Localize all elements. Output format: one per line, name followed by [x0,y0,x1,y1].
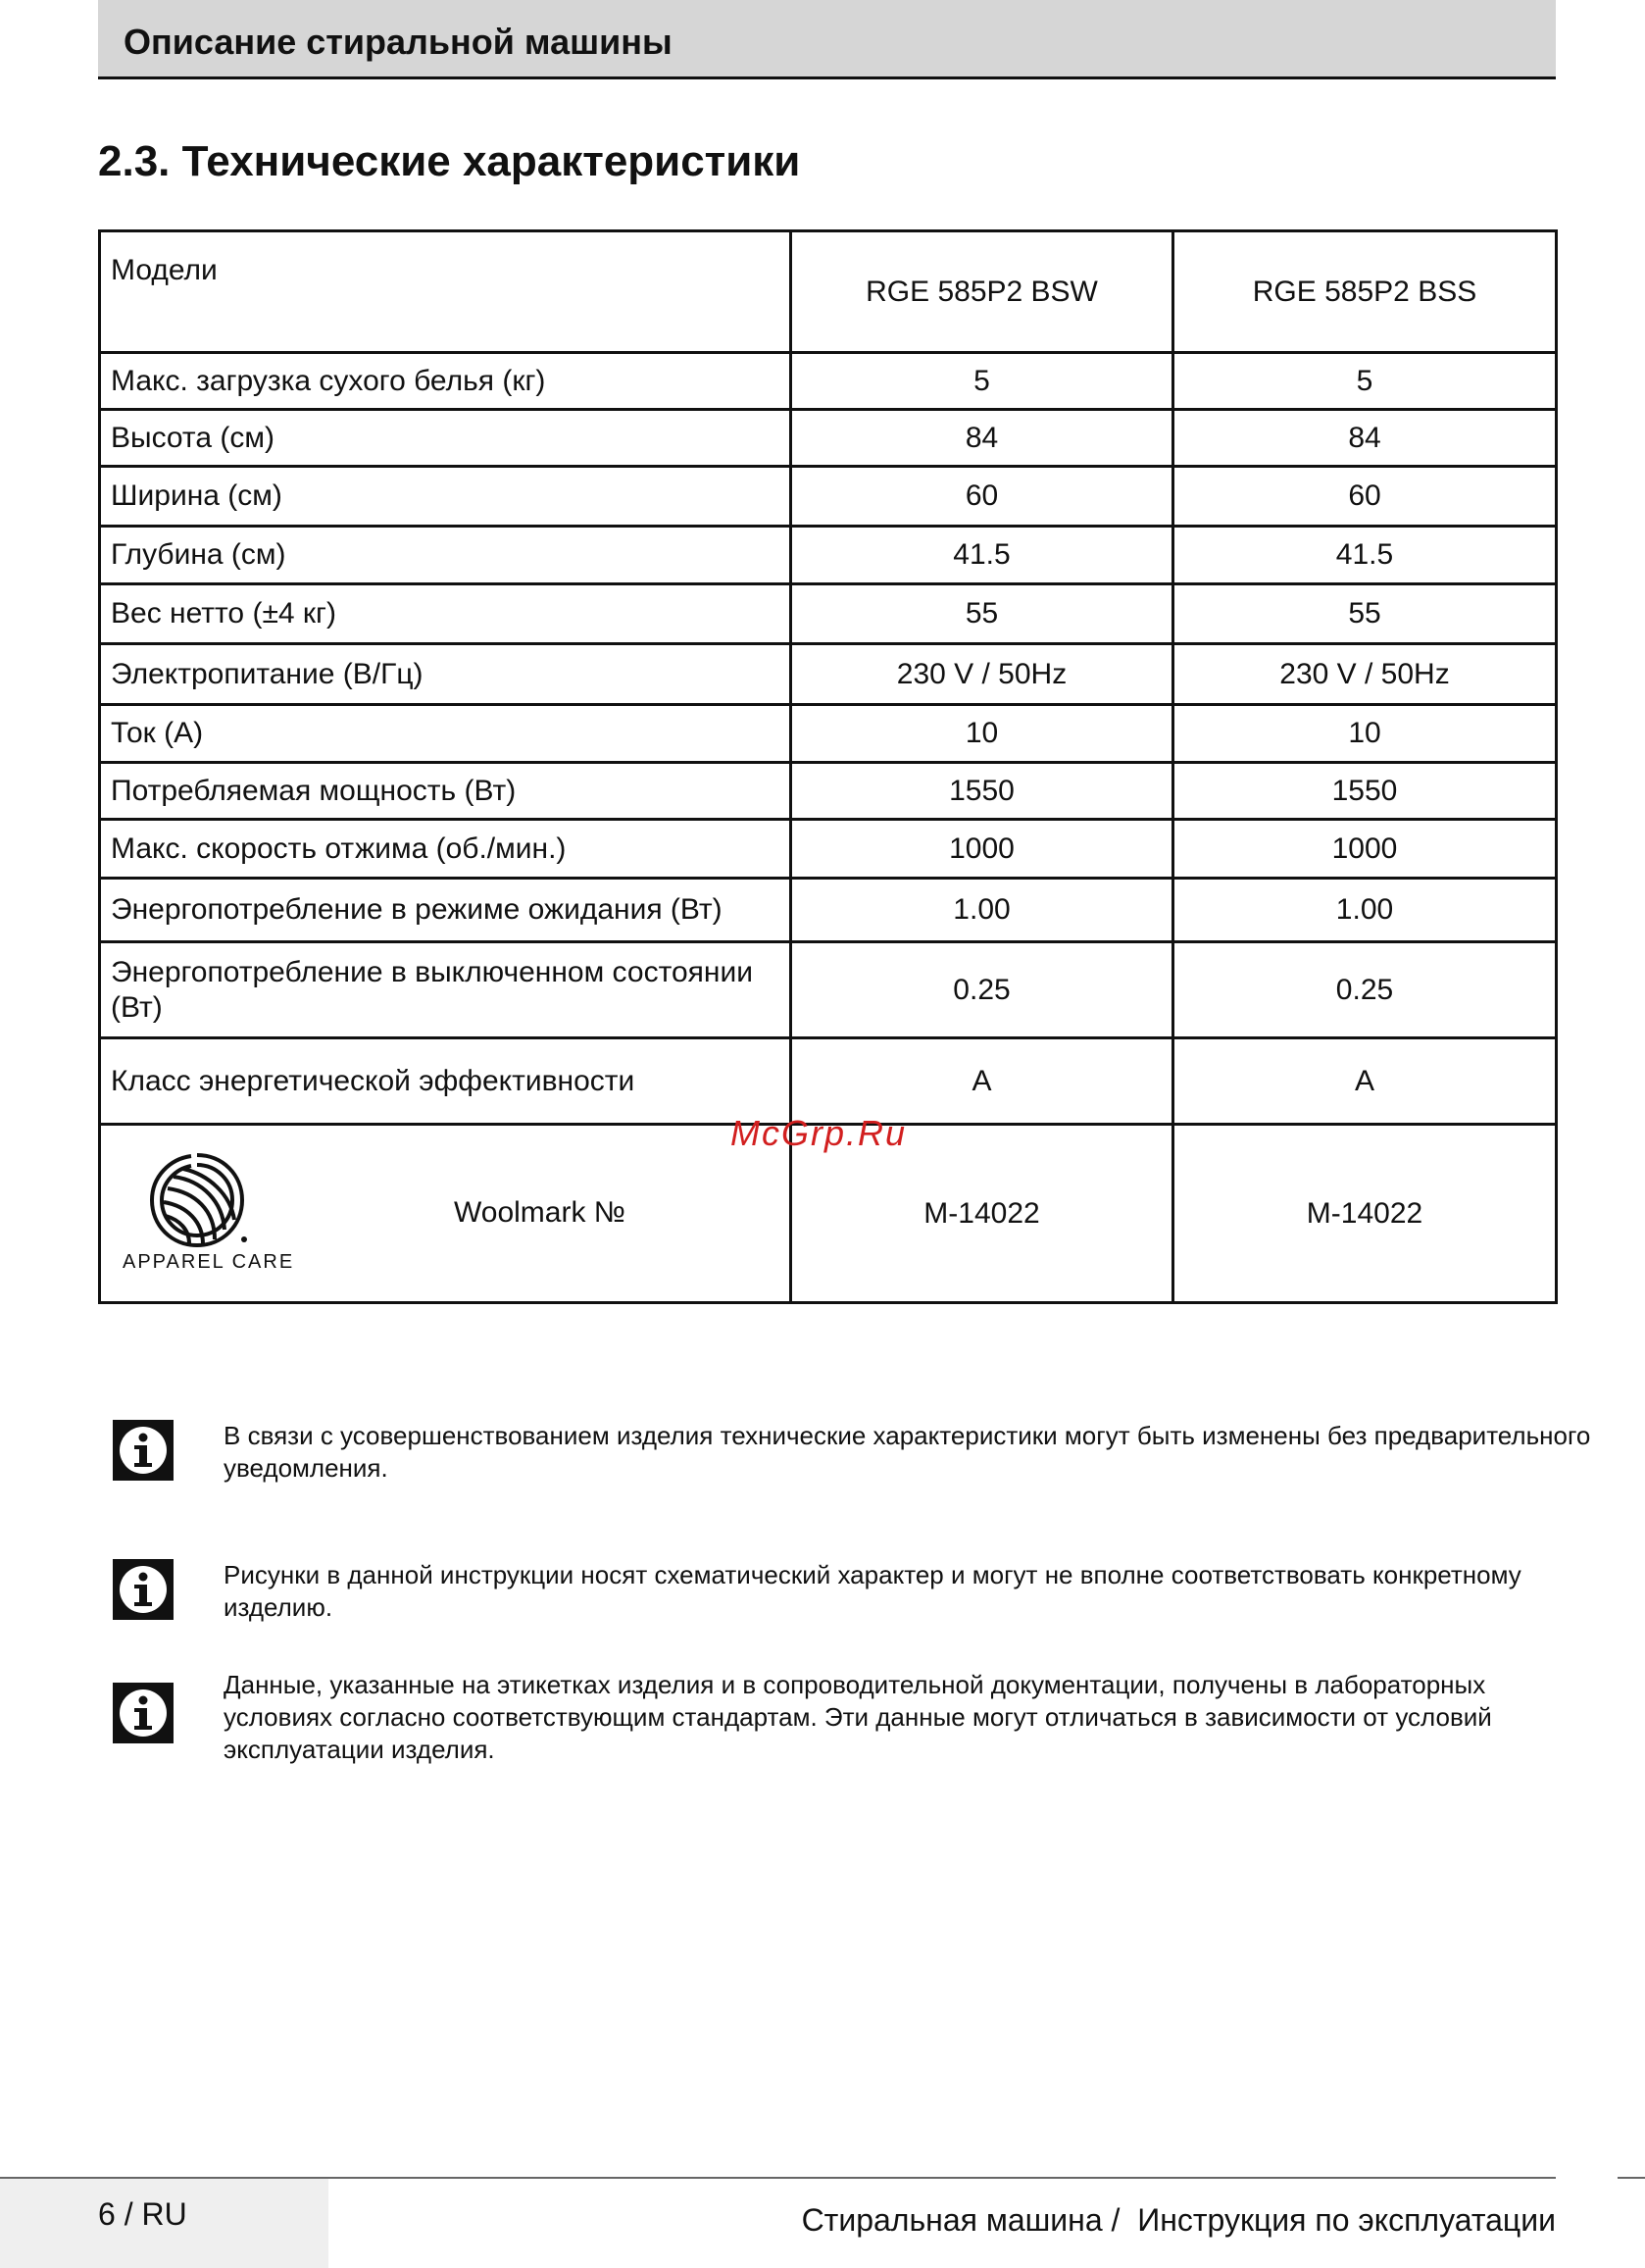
row-value: 0.25 [1173,942,1557,1038]
row-label: Макс. скорость отжима (об./мин.) [100,820,791,879]
row-value: 1.00 [791,879,1173,942]
row-label: Ток (A) [100,705,791,763]
row-value: 84 [1173,410,1557,467]
row-value: 1000 [1173,820,1557,879]
row-label: Класс энергетической эффективности [100,1038,791,1125]
watermark: McGrp.Ru [730,1113,908,1153]
note-text: Данные, указанные на этикетках изделия и в сопроводительной документации, получены в лабораторных условиях согласно соответствующим стандартам. Эти данные могут отличаться в зависимости от условий эксплуатации изделия. [224,1670,1492,1764]
row-label: Энергопотребление в режиме ожидания (Вт) [100,879,791,942]
woolmark-value: M-14022 [1173,1125,1557,1303]
row-value: 55 [1173,584,1557,644]
model-2: RGE 585P2 BSS [1173,231,1557,353]
woolmark-logo-icon [144,1147,250,1253]
row-label: Ширина (см) [100,467,791,527]
woolmark-value: M-14022 [791,1125,1173,1303]
row-value: 10 [1173,705,1557,763]
section-title: 2.3. Технические характеристики [98,137,801,185]
table-row [100,584,1557,644]
row-label: Глубина (см) [100,527,791,584]
row-value: 1.00 [1173,879,1557,942]
info-icon [113,1420,174,1481]
table-row [100,942,1557,1038]
table-row [100,1038,1557,1125]
woolmark-cell [100,1125,791,1303]
row-label: Высота (см) [100,410,791,467]
row-value: 10 [791,705,1173,763]
apparel-care-caption: APPAREL CARE [123,1251,295,1273]
page-number: 6 / RU [98,2196,187,2232]
footer-document-title: Стиральная машина / Инструкция по эксплуатации [801,2202,1556,2238]
footer-divider-tick [1618,2177,1645,2179]
row-value: 5 [791,353,1173,410]
table-row [100,644,1557,705]
table-row [100,353,1557,410]
row-label: Энергопотребление в выключенном состоянии (Вт) [100,942,791,1038]
table-row [100,527,1557,584]
model-1: RGE 585P2 BSW [791,231,1173,353]
table-row-models [100,231,1557,353]
row-value: 0.25 [791,942,1173,1038]
table-row [100,763,1557,820]
note-text: В связи с усовершенствованием изделия технические характеристики могут быть изменены без предварительного уведомления. [224,1421,1591,1483]
row-value: 230 V / 50Hz [791,644,1173,705]
row-label: Электропитание (В/Гц) [100,644,791,705]
row-value: 60 [1173,467,1557,527]
table-row [100,410,1557,467]
row-value: 84 [791,410,1173,467]
footer-divider [0,2177,1556,2179]
table-row [100,467,1557,527]
row-value: 41.5 [1173,527,1557,584]
models-label: Модели [100,231,791,353]
table-row [100,879,1557,942]
header-band [98,0,1556,79]
row-value: 60 [791,467,1173,527]
table-row [100,705,1557,763]
row-value: 230 V / 50Hz [1173,644,1557,705]
woolmark-label: Woolmark № [454,1196,625,1229]
row-value: 1550 [1173,763,1557,820]
note-text: Рисунки в данной инструкции носят схематический характер и могут не вполне соответствовать конкретному изделию. [224,1560,1521,1622]
table-row [100,820,1557,879]
row-value: A [791,1038,1173,1125]
row-label: Макс. загрузка сухого белья (кг) [100,353,791,410]
row-value: 1550 [791,763,1173,820]
row-label: Вес нетто (±4 кг) [100,584,791,644]
info-icon [113,1683,174,1743]
row-value: 1000 [791,820,1173,879]
row-value: 41.5 [791,527,1173,584]
row-value: 5 [1173,353,1557,410]
row-label: Потребляемая мощность (Вт) [100,763,791,820]
row-value: 55 [791,584,1173,644]
row-value: A [1173,1038,1557,1125]
info-icon [113,1559,174,1620]
page-header-title: Описание стиральной машины [124,22,673,62]
